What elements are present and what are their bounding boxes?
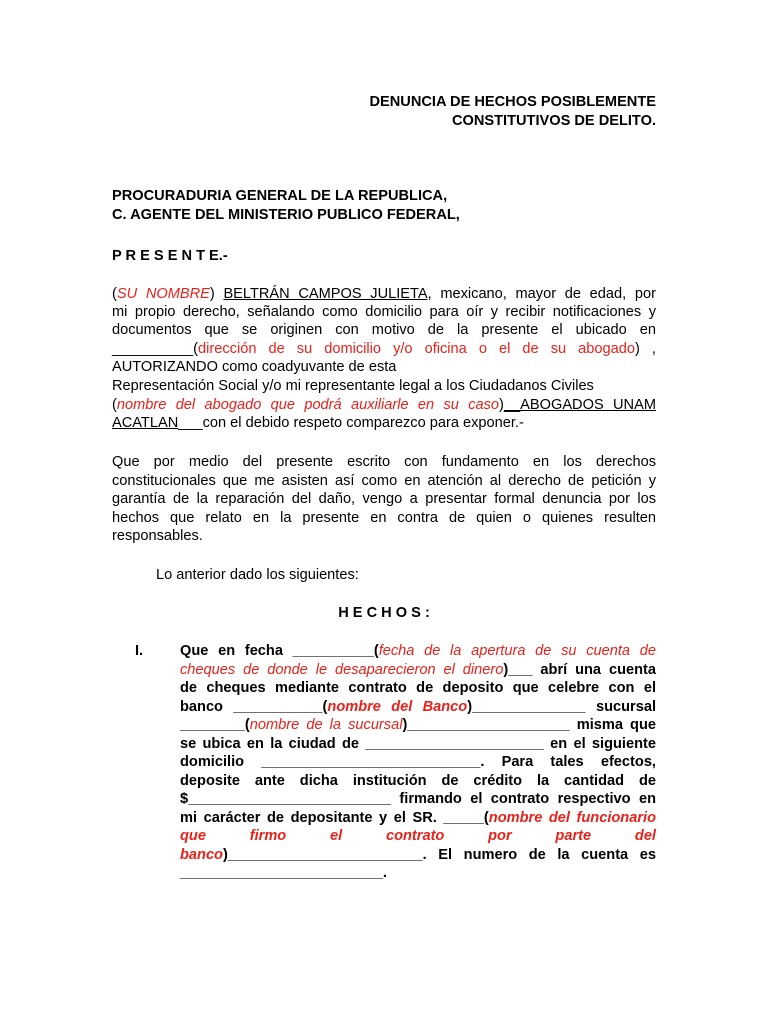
placeholder-banco-2: banco bbox=[180, 847, 223, 863]
placeholder-direccion: dirección de su domicilio y/o oficina o el de su abogado bbox=[198, 341, 636, 357]
placeholder-su-nombre: SU NOMBRE bbox=[116, 286, 210, 302]
hecho-line-1: Que en fecha __________(fecha de la apertura de su cuenta de bbox=[180, 643, 656, 659]
filled-lawyer-b: ACATLAN bbox=[112, 415, 179, 431]
hecho-line-8: deposite ante dicha institución de crédito la cantidad de bbox=[180, 773, 656, 789]
placeholder-fecha-cont: cheques de donde le desaparecieron el dinero bbox=[180, 662, 504, 678]
placeholder-funcionario: nombre del funcionario bbox=[488, 810, 656, 826]
hecho-line-11: que firmo el contrato por parte del bbox=[180, 828, 656, 844]
intro-line-3: documentos que se originen con motivo de la presente el ubicado en bbox=[112, 322, 656, 338]
lo-anterior: Lo anterior dado los siguientes: bbox=[156, 567, 359, 583]
hecho-line-12: banco)________________________. El numero de la cuenta es bbox=[180, 847, 656, 863]
hecho-line-2: cheques de donde le desaparecieron el dinero)___ abrí una cuenta bbox=[180, 662, 656, 678]
title-line-1: DENUNCIA DE HECHOS POSIBLEMENTE bbox=[369, 94, 656, 110]
intro-line-1: (SU NOMBRE) BELTRÁN CAMPOS JULIETA, mexicano, mayor de edad, por bbox=[112, 286, 656, 302]
hechos-heading: H E C H O S : bbox=[338, 605, 430, 621]
placeholder-banco: nombre del Banco bbox=[327, 699, 468, 715]
body-line-5: responsables. bbox=[112, 528, 203, 544]
intro-line-4: __________(dirección de su domicilio y/o oficina o el de su abogado) , bbox=[112, 341, 656, 357]
hecho-line-9: $_________________________ firmando el contrato respectivo en bbox=[180, 791, 656, 807]
filled-name: BELTRÁN CAMPOS JULIETA bbox=[223, 286, 428, 302]
body-line-1: Que por medio del presente escrito con fundamento en los derechos bbox=[112, 454, 656, 470]
hecho-numeral: I. bbox=[135, 643, 144, 659]
placeholder-sucursal: nombre de la sucursal bbox=[249, 717, 403, 733]
hecho-line-6: se ubica en la ciudad de ______________________ en el siguiente bbox=[180, 736, 656, 752]
hecho-line-3: de cheques mediante contrato de deposito que celebre con el bbox=[180, 680, 656, 696]
hecho-line-10: mi carácter de depositante y el SR. _____(nombre del funcionario bbox=[180, 810, 656, 826]
addressee-line-2: C. AGENTE DEL MINISTERIO PUBLICO FEDERAL, bbox=[112, 207, 460, 223]
intro-line-7: (nombre del abogado que podrá auxiliarle en su caso)__ABOGADOS UNAM bbox=[112, 397, 656, 413]
hecho-line-5: ________(nombre de la sucursal)____________________ misma que bbox=[180, 717, 656, 733]
hecho-line-7: domicilio ___________________________. Para tales efectos, bbox=[180, 754, 656, 770]
body-line-4: hechos que relato en la presente en contra de quien o quienes resulten bbox=[112, 510, 656, 526]
intro-line-2: mi propio derecho, señalando como domicilio para oír y recibir notificaciones y bbox=[112, 304, 656, 320]
intro-line-8: ACATLAN___con el debido respeto comparezco para exponer.- bbox=[112, 415, 524, 431]
hecho-line-4: banco ___________(nombre del Banco)______________ sucursal bbox=[180, 699, 656, 715]
placeholder-abogado: nombre del abogado que podrá auxiliarle en su caso bbox=[116, 397, 500, 413]
title-line-2: CONSTITUTIVOS DE DELITO. bbox=[451, 113, 656, 129]
filled-lawyer-a: __ABOGADOS UNAM bbox=[503, 397, 656, 413]
hecho-line-13: _________________________. bbox=[180, 865, 387, 881]
placeholder-fecha: fecha de la apertura de su cuenta de bbox=[378, 643, 656, 659]
intro-line-6: Representación Social y/o mi representante legal a los Ciudadanos Civiles bbox=[112, 378, 594, 394]
intro-line-5: AUTORIZANDO como coadyuvante de esta bbox=[112, 359, 397, 375]
addressee-line-1: PROCURADURIA GENERAL DE LA REPUBLICA, bbox=[112, 188, 448, 204]
body-line-3: garantía de la reparación del daño, vengo a presentar formal denuncia por los bbox=[112, 491, 656, 507]
presente-heading: P R E S E N T E.- bbox=[112, 248, 228, 264]
body-line-2: constitucionales que me asisten así como en atención al derecho de petición y bbox=[112, 473, 656, 489]
